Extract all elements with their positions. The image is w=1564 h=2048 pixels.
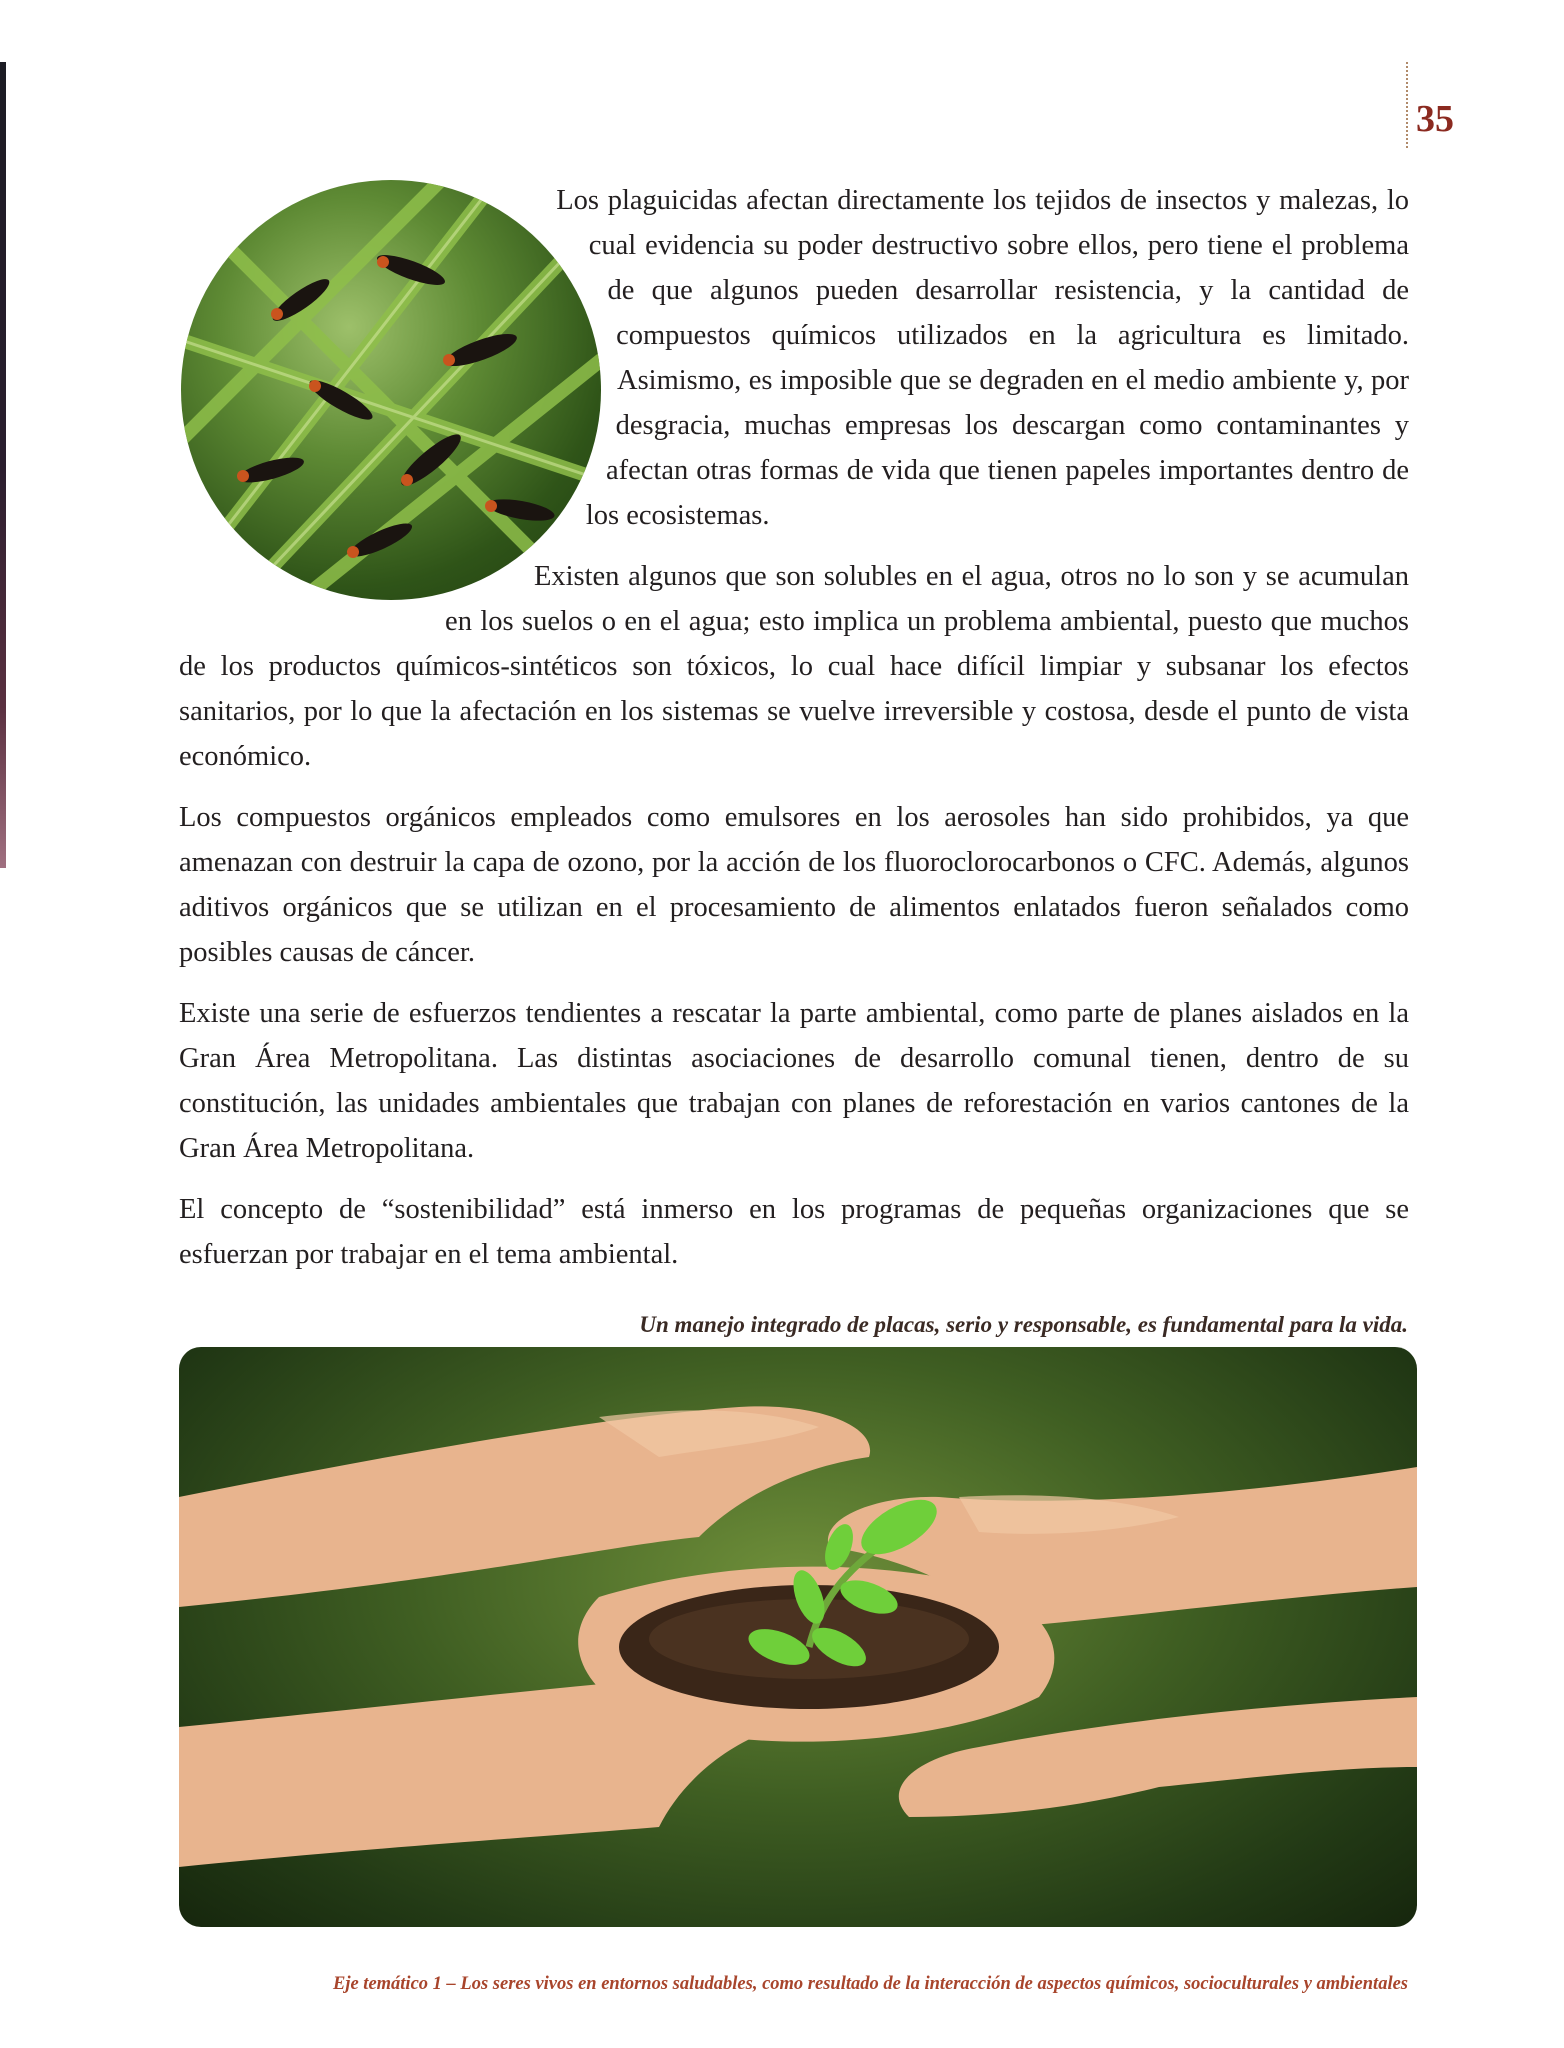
paragraph: Los plaguicidas afectan directamente los tejidos de insectos y malezas, lo cual evidencia su poder destructivo sobre ellos, pero tiene el problema de que algunos pueden desarrollar resistencia, y la cantidad de compuestos químicos utilizados en la agricultura es limitado. Asimismo, es imposible que se degraden en el medio ambiente y, por desgracia, muchas empresas los descargan como contaminantes y afectan otras formas de vida que tienen papeles importantes dentro de los ecosistemas. (556, 185, 1409, 531)
paragraph: Existe una serie de esfuerzos tendientes a rescatar la parte ambiental, como parte de planes aislados en la Gran Área Metropolitana. Las distintas asociaciones de desarrollo comunal tienen, dentro de su constitución, las unidades ambientales que trabajan con planes de reforestación en varios cantones de la Gran Área Metropolitana. (179, 998, 1409, 1164)
page-number-rule (1406, 62, 1408, 148)
page-edge-strip (0, 62, 6, 868)
body-text (179, 178, 1409, 1293)
hands-seedling-illustration (179, 1347, 1417, 1927)
paragraph: Existen algunos que son solubles en el agua, otros no lo son y se acumulan en los suelos o en el agua; esto implica un problema ambiental, puesto que muchos de los productos químicos-sintéticos son tóxicos, lo cual hace difícil limpiar y subsanar los efectos sanitarios, por lo que la afectación en los sistemas se vuelve irreversible y costosa, desde el punto de vista económico. (179, 561, 1409, 772)
page-number: 35 (1416, 98, 1454, 140)
photo-caption: Un manejo integrado de placas, serio y responsable, es fundamental para la vida. (639, 1312, 1408, 1337)
footer-running-title: Eje temático 1 – Los seres vivos en entornos saludables, como resultado de la interacción de aspectos químicos, socioculturales y ambientales (332, 1974, 1408, 1994)
hands-seedling-photo (179, 1347, 1417, 1927)
paragraph: El concepto de “sostenibilidad” está inmerso en los programas de pequeñas organizaciones que se esfuerzan por trabajar en el tema ambiental. (179, 1194, 1409, 1270)
paragraph: Los compuestos orgánicos empleados como emulsores en los aerosoles han sido prohibidos, ya que amenazan con destruir la capa de ozono, por la acción de los fluoroclorocarbonos o CFC. Además, algunos aditivos orgánicos que se utilizan en el procesamiento de alimentos enlatados fueron señalados como posibles causas de cáncer. (179, 802, 1409, 968)
